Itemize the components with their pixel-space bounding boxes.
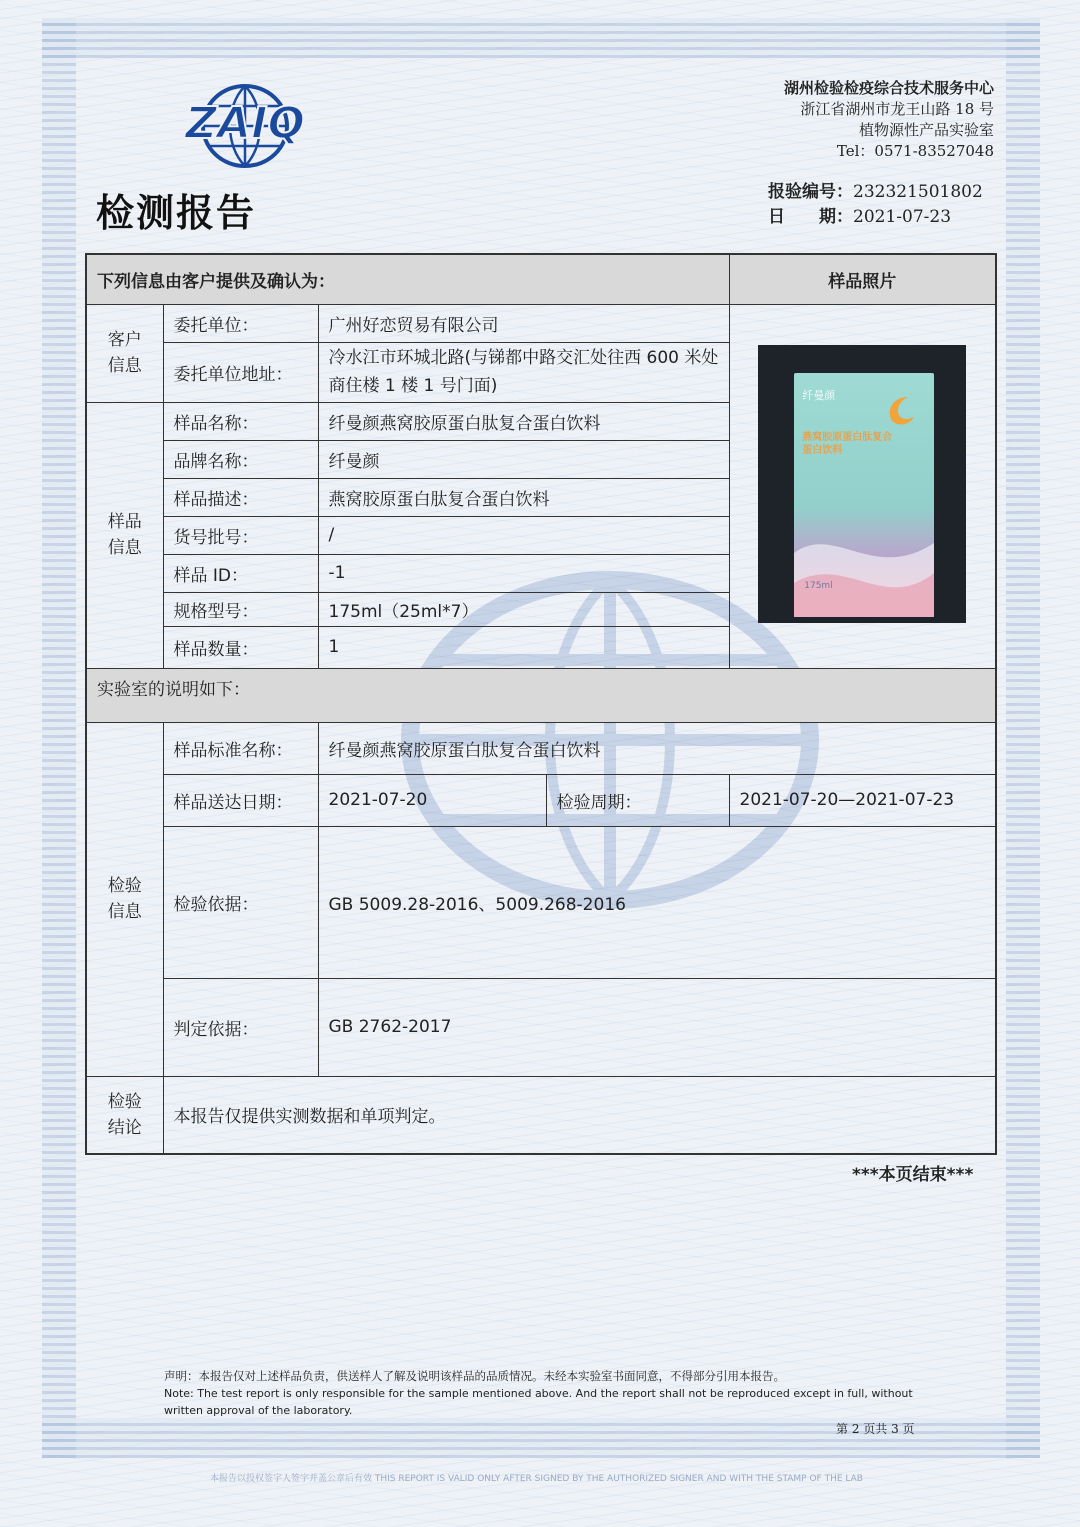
page-number: 第 2 页共 3 页: [836, 1422, 915, 1436]
inspection-group-label: 检验 信息: [86, 722, 163, 1076]
photo-brand: 纤曼颜: [802, 388, 836, 402]
spec-value: 175ml（25ml*7）: [318, 592, 729, 626]
report-date: 2021-07-23: [853, 207, 952, 227]
quantity-label: 样品数量：: [163, 626, 318, 668]
security-border-right: [1006, 18, 1040, 1458]
zaiq-logo: [150, 78, 340, 174]
organization-tel: Tel：0571-83527048: [836, 142, 994, 160]
client-section-header: 下列信息由客户提供及确认为：: [86, 254, 729, 304]
lab-section-header: 实验室的说明如下：: [86, 668, 996, 722]
sample-id-label: 样品 ID：: [163, 554, 318, 592]
judgment-value: GB 2762-2017: [318, 978, 996, 1076]
period-label: 检验周期：: [546, 774, 729, 826]
report-no-label: 报验编号：: [768, 182, 853, 202]
sample-description-value: 燕窝胶原蛋白肽复合蛋白饮料: [318, 478, 729, 516]
globe-logo-icon: [150, 78, 340, 174]
bird-icon: [878, 391, 918, 431]
standard-name-label: 样品标准名称：: [163, 722, 318, 774]
quantity-value: 1: [318, 626, 729, 668]
organization-info: [784, 78, 994, 162]
standard-name-value: 纤曼颜燕窝胶原蛋白肽复合蛋白饮料: [318, 722, 996, 774]
sample-group-label: 样品 信息: [86, 402, 163, 668]
page-end-mark: ***本页结束***: [852, 1165, 974, 1185]
page-title: 检测报告: [96, 191, 257, 235]
disclaimer: [164, 1368, 944, 1419]
judgment-label: 判定依据：: [163, 978, 318, 1076]
batch-no-value: /: [318, 516, 729, 554]
spec-label: 规格型号：: [163, 592, 318, 626]
report-date-label: 日 期：: [768, 207, 853, 227]
report-table: [85, 253, 997, 1155]
disclaimer-cn: 声明：本报告仅对上述样品负责，供送样人了解及说明该样品的品质情况。未经本实验室书面同意，不得部分引用本报告。: [164, 1369, 785, 1383]
sample-name-label: 样品名称：: [163, 402, 318, 440]
sample-name-value: 纤曼颜燕窝胶原蛋白肽复合蛋白饮料: [318, 402, 729, 440]
organization-lab: 植物源性产品实验室: [858, 121, 994, 139]
security-border-left: [42, 18, 76, 1458]
wave-graphic-icon: [794, 523, 934, 617]
batch-no-label: 货号批号：: [163, 516, 318, 554]
client-address-label: 委托单位地址：: [163, 342, 318, 402]
period-value: 2021-07-20—2021-07-23: [729, 774, 996, 826]
photo-volume: 175ml: [804, 580, 833, 591]
report-no: 232321501802: [853, 182, 983, 202]
client-name-value: 广州好恋贸易有限公司: [318, 304, 729, 342]
photo-header: 样品照片: [729, 254, 996, 304]
conclusion-value: 本报告仅提供实测数据和单项判定。: [163, 1076, 996, 1154]
footer-validity-note: 本报告以投权签字人签字并盖公章后有效 THIS REPORT IS VALID ONLY AFTER SIGNED BY THE AUTHORIZED SIGNER AND WITH THE STAMP OF THE LAB: [210, 1474, 863, 1484]
sample-photo-cell: [729, 304, 996, 668]
sample-id-value: -1: [318, 554, 729, 592]
brand-name-value: 纤曼颜: [318, 440, 729, 478]
organization-address: 浙江省湖州市龙王山路 18 号: [800, 100, 994, 118]
disclaimer-en: Note: The test report is only responsible for the sample mentioned above. And the report shall not be reproduced except in full, without written approval of the laboratory.: [164, 1387, 913, 1417]
basis-value: GB 5009.28-2016、5009.268-2016: [318, 826, 996, 978]
brand-name-label: 品牌名称：: [163, 440, 318, 478]
conclusion-group-label: 检验 结论: [86, 1076, 163, 1154]
sample-photo: [758, 345, 966, 623]
customer-group-label: 客户 信息: [86, 304, 163, 402]
sample-description-label: 样品描述：: [163, 478, 318, 516]
product-box: [794, 373, 934, 617]
basis-label: 检验依据：: [163, 826, 318, 978]
report-meta: [768, 180, 983, 230]
client-address-value: 冷水江市环城北路(与锑都中路交汇处往西 600 米处商住楼 1 楼 1 号门面): [318, 342, 729, 402]
arrival-date-value: 2021-07-20: [318, 774, 546, 826]
logo-text: ZAIQ: [185, 98, 305, 149]
security-border-top: [42, 18, 1040, 58]
photo-product-text: 燕窝胶原蛋白肽复合蛋白饮料: [802, 431, 893, 456]
arrival-date-label: 样品送达日期：: [163, 774, 318, 826]
organization-name: 湖州检验检疫综合技术服务中心: [783, 79, 994, 97]
client-name-label: 委托单位：: [163, 304, 318, 342]
